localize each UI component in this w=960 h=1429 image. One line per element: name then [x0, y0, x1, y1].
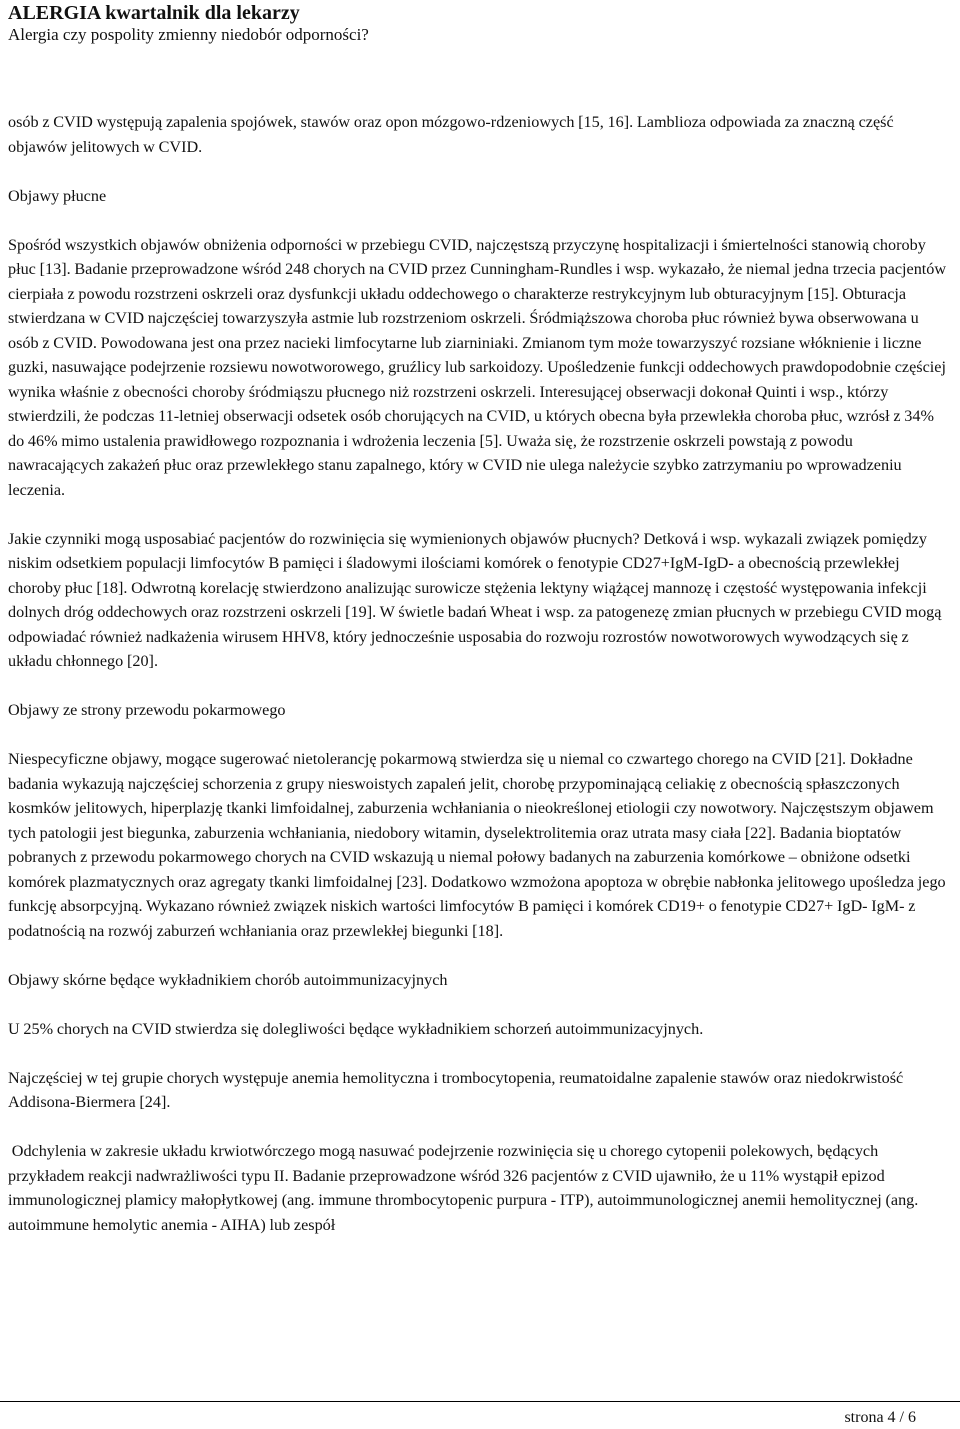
paragraph-autoimmune-prevalence: U 25% chorych na CVID stwierdza się dolegliwości będące wykładnikiem schorzeń autoimmunizacyjnych.: [8, 1019, 704, 1038]
section-heading-pulmonary: Objawy płucne: [8, 186, 107, 205]
paragraph-hematologic: Odchylenia w zakresie układu krwiotwórczego mogą nasuwać podejrzenie rozwinięcia się u chorego cytopenii polekowych, będących przykładem reakcji nadwrażliwości typu II. Badanie przeprowadzone wśród 326 pacjentów z CVID ujawniło, że u 11% wystąpił epizod immunologicznej plamicy małopłytkowej (ang. immune thrombocytopenic purpura - ITP), autoimmunologicznej anemii hemolitycznej (ang. autoimmune hemolytic anemia - AIHA) lub zespół: [8, 1142, 923, 1234]
section-heading-gastrointestinal: Objawy ze strony przewodu pokarmowego: [8, 701, 286, 719]
article-body: [8, 110, 952, 1262]
paragraph-pulmonary-symptoms: Spośród wszystkich objawów obniżenia odporności w przebiegu CVID, najczęstszą przyczynę hospitalizacji i śmiertelności stanowią choroby płuc [13]. Badanie przeprowadzone wśród 248 chorych na CVID przez Cunningham-Rundles i wsp. wykazało, że niemal jedna trzecia pacjentów cierpiała z powodu rozstrzeni oskrzeli oraz dysfunkcji układu oddechowego o charakterze restrykcyjnym lub obturacyjnym [15]. Obturacja stwierdzana w CVID najczęściej towarzyszyła astmie lub rozstrzeniom oskrzeli. Śródmiąższowa choroba płuc również bywa obserwowana u osób z CVID. Powodowana jest ona przez nacieki limfocytarne lub ziarniniaki. Zmianom tym może towarzyszyć rozsiane włóknienie i liczne guzki, nasuwające podejrzenie rozsiewu nowotworowego, gruźlicy lub sarkoidozy. Upośledzenie funkcji oddechowych prawdopodobnie częściej wynika właśnie z obecności choroby śródmiąszu płucnego niż rozstrzeni oskrzeli. Interesującej obserwacji dokonał Quinti i wsp., którzy stwierdzili, że podczas 11-letniej obserwacji odsetek osób chorujących na CVID, u których obecna była przewlekła choroba płuc, wzrósł z 34% do 46% mimo ustalenia prawidłowego rozpoznania i wdrożenia leczenia [5]. Uważa się, że rozstrzenie oskrzeli powstają z powodu nawracających zakażeń płuc oraz przewlekłego stanu zapalnego, który w CVID nie ulega należycie szybko zatrzymaniu po wprowadzeniu leczenia.: [8, 235, 947, 499]
journal-title: ALERGIA kwartalnik dla lekarzy: [8, 2, 300, 24]
paragraph-gastrointestinal-symptoms: Niespecyficzne objawy, mogące sugerować nietolerancję pokarmową stwierdza się u niemal co czwartego chorego na CVID [21]. Dokładne badania wykazują najczęściej schorzenia z grupy nieswoistych zapaleń jelit, chorobę przypominającą celiakię z obecnością spłaszczonych kosmków jelitowych, hiperplazję tkanki limfoidalnej, zaburzenia wchłaniania o nieokreślonej etiologii czy nowotwory. Najczęstszym objawem tych patologii jest biegunka, zaburzenia wchłaniania, niedobory witamin, dyselektrolitemia oraz utrata masy ciała [22]. Badania bioptatów pobranych z przewodu pokarmowego chorych na CVID wskazują u niemal połowy badanych na zaburzenia komórkowe – obniżone odsetki komórek plazmatycznych oraz agregaty tkanki limfoidalnej [23]. Dodatkowo wzmożona apoptoza w obrębie nabłonka jelitowego upośledza jego funkcję absorpcyjną. Wykazano również związek niskich wartości limfocytów B pamięci i komórek CD19+ o fenotypie CD27+ IgD- IgM- z podatnością na rozwój zaburzeń wchłaniania oraz przewlekłej biegunki [18].: [8, 750, 946, 940]
section-heading-autoimmune-skin: Objawy skórne będące wykładnikiem chorób autoimmunizacyjnych: [8, 970, 448, 989]
page-number: strona 4 / 6: [844, 1409, 916, 1426]
paragraph-intro-continuation: osób z CVID występują zapalenia spojówek, stawów oraz opon mózgowo-rdzeniowych [15, 16]. Lamblioza odpowiada za znaczną część objawów jelitowych w CVID.: [8, 113, 894, 156]
footer-divider: [0, 1401, 960, 1402]
paragraph-pulmonary-factors: Jakie czynniki mogą usposabiać pacjentów do rozwinięcia się wymienionych objawów płucnych? Detková i wsp. wykazali związek pomiędzy niskim odsetkiem populacji limfocytów B pamięci i śladowymi ilościami komórek o fenotypie CD27+IgM-IgD- a obecnością przewlekłej choroby płuc [18]. Odwrotną korelację stwierdzono analizując surowicze stężenia lektyny wiążącej mannozę i częstość występowania infekcji dolnych dróg oddechowych oraz rozstrzeni oskrzeli [19]. W świetle badań Wheat i wsp. za patogenezę zmian płucnych w przebiegu CVID mogą odpowiadać również nadkażenia wirusem HHV8, który jednocześnie usposabia do rozwoju rozrostów nowotworowych wywodzących się z układu chłonnego [20].: [8, 529, 942, 670]
paragraph-autoimmune-common: Najczęściej w tej grupie chorych występuje anemia hemolityczna i trombocytopenia, reumatoidalne zapalenie stawów oraz niedokrwistość Addisona-Biermera [24].: [8, 1068, 904, 1111]
article-title: Alergia czy pospolity zmienny niedobór odporności?: [8, 25, 369, 44]
page-header: [8, 0, 948, 45]
